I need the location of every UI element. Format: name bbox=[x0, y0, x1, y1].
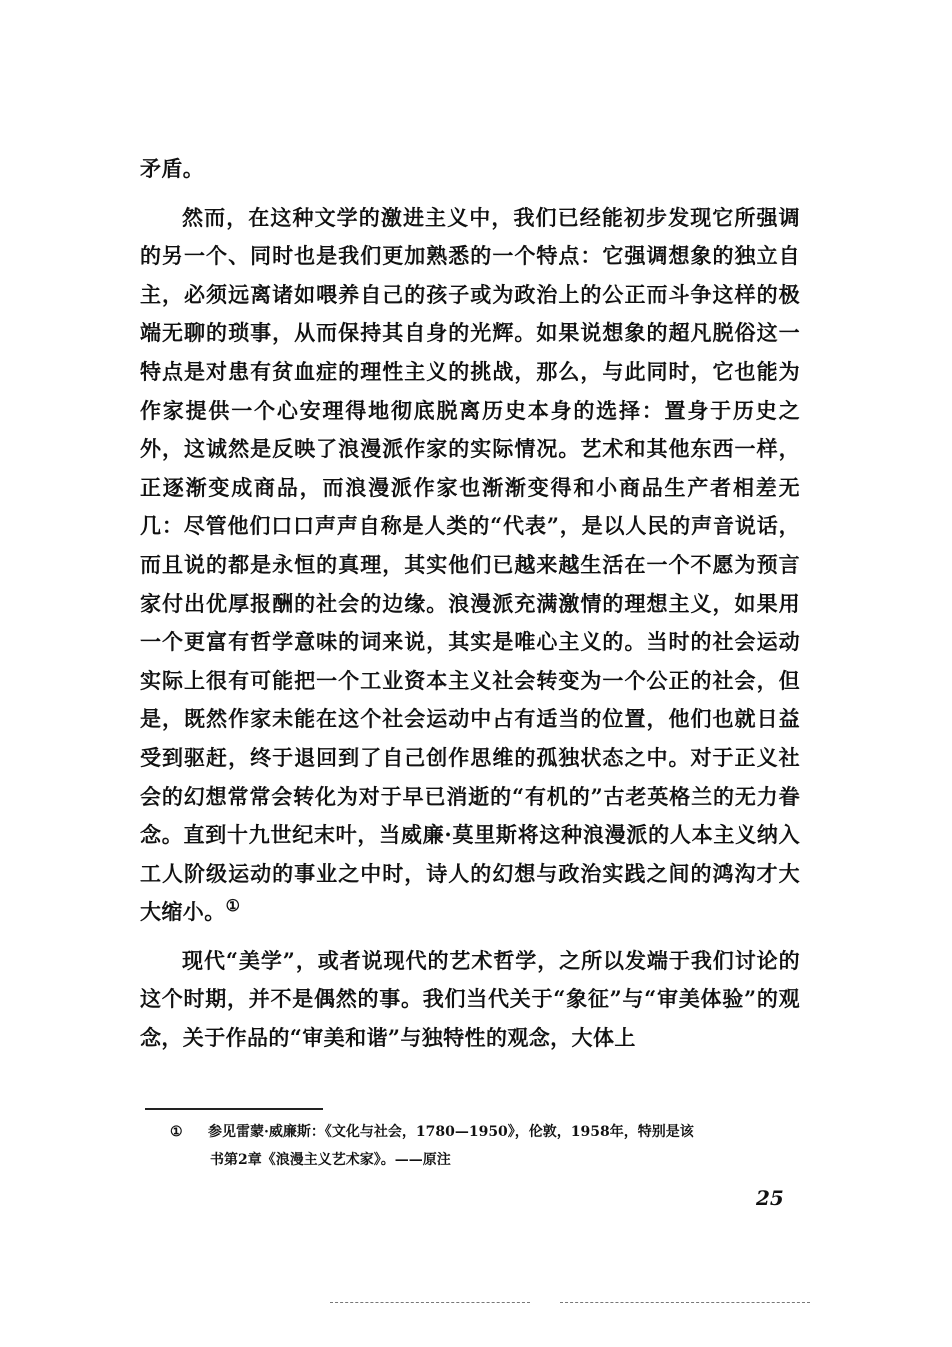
footnote bbox=[170, 1118, 800, 1174]
paragraph-1: 矛盾。 bbox=[140, 156, 205, 181]
footnote-mark: ① bbox=[170, 1124, 183, 1140]
footnote-reference: ① bbox=[225, 896, 241, 916]
footnote-text-1: 参见雷蒙·威廉斯：《文化与社会，1780—1950》，伦敦，1958年，特别是该 bbox=[208, 1124, 694, 1140]
paragraph-3: 现代“美学”，或者说现代的艺术哲学，之所以发端于我们讨论的这个时期，并不是偶然的事。我们当代关于“象征”与“审美体验”的观念，关于作品的“审美和谐”与独特性的观念，大体上 bbox=[140, 947, 800, 1051]
scan-artifact-line bbox=[560, 1302, 810, 1303]
footnote-line-1 bbox=[170, 1118, 800, 1146]
page-number: 25 bbox=[756, 1186, 784, 1210]
paragraph-2-text: 然而，在这种文学的激进主义中，我们已经能初步发现它所强调的另一个、同时也是我们更加熟悉的一个特点：它强调想象的独立自主，必须远离诸如喂养自己的孩子或为政治上的公正而斗争这样的极端无聊的琐事，从而保持其自身的光辉。如果说想象的超凡脱俗这一特点是对患有贫血症的理性主义的挑战，那么，与此同时，它也能为作家提供一个心安理得地彻底脱离历史本身的选择：置身于历史之外，这诚然是反映了浪漫派作家的实际情况。艺术和其他东西一样，正逐渐变成商品，而浪漫派作家也渐渐变得和小商品生产者相差无几：尽管他们口口声声自称是人类的“代表”，是以人民的声音说话，而且说的都是永恒的真理，其实他们已越来越生活在一个不愿为预言家付出优厚报酬的社会的边缘。浪漫派充满激情的理想主义，如果用一个更富有哲学意味的词来说，其实是唯心主义的。当时的社会运动实际上很有可能把一个工业资本主义社会转变为一个公正的社会，但是，既然作家未能在这个社会运动中占有适当的位置，他们也就日益受到驱赶，终于退回到了自己创作思维的孤独状态之中。对于正义社会的幻想常常会转化为对于早已消逝的“有机的”古老英格兰的无力眷念。直到十九世纪末叶，当威廉·莫里斯将这种浪漫派的人本主义纳入工人阶级运动的事业之中时，诗人的幻想与政治实践之间的鸿沟才大大缩小。 bbox=[140, 204, 800, 925]
paragraph-2 bbox=[140, 199, 800, 932]
scan-artifact-line bbox=[330, 1302, 530, 1303]
footnote-line-2: 书第2章《浪漫主义艺术家》。——原注 bbox=[210, 1152, 451, 1168]
footnote-divider bbox=[145, 1108, 323, 1110]
body-text bbox=[140, 150, 800, 1058]
